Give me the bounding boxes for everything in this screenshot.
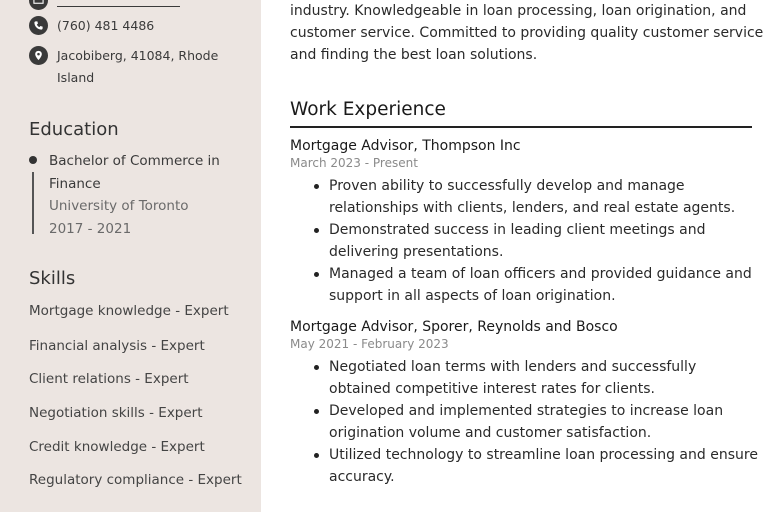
sidebar [0, 0, 261, 512]
education-timeline-line [32, 172, 34, 234]
job-title: Mortgage Advisor, Thompson Inc [290, 138, 521, 154]
job-dates: March 2023 - Present [290, 156, 418, 170]
section-divider [290, 126, 752, 128]
summary-text: industry. Knowledgeable in loan processing, loan origination, and customer service. Committed to providing quality customer service and finding the best loan solutions. [290, 3, 764, 63]
work-experience-heading: Work Experience [290, 99, 446, 120]
job-bullets [290, 175, 760, 307]
contact-phone: (760) 481 4486 [57, 18, 155, 33]
education-heading: Education [29, 119, 119, 140]
skill-item: Financial analysis - Expert [29, 338, 205, 354]
education-degree: Bachelor of Commerce in Finance [49, 153, 220, 192]
job-bullet: Proven ability to successfully develop and manage relationships with clients, lenders, and real estate agents. [290, 175, 760, 219]
contact-address-row [29, 46, 237, 89]
job-bullet: Managed a team of loan officers and provided guidance and support in all aspects of loan origination. [290, 263, 760, 307]
skill-item: Mortgage knowledge - Expert [29, 303, 229, 319]
education-entry [49, 150, 249, 240]
skill-item: Credit knowledge - Expert [29, 439, 205, 455]
skills-heading: Skills [29, 268, 76, 289]
job-bullet: Negotiated loan terms with lenders and successfully obtained competitive interest rates for clients. [290, 356, 760, 400]
education-school: University of Toronto [49, 198, 189, 214]
skill-item: Client relations - Expert [29, 371, 189, 387]
job-bullet: Utilized technology to streamline loan processing and ensure accuracy. [290, 444, 760, 488]
phone-icon [29, 16, 48, 35]
skill-item: Regulatory compliance - Expert [29, 472, 242, 488]
contact-address: Jacobiberg, 41084, Rhode Island [57, 48, 219, 85]
education-bullet [29, 156, 37, 164]
job-bullet: Demonstrated success in leading client meetings and delivering presentations. [290, 219, 760, 263]
job-bullets [290, 356, 760, 488]
job-bullet: Developed and implemented strategies to increase loan origination volume and customer satisfaction. [290, 400, 760, 444]
location-pin-icon [29, 46, 48, 65]
contact-phone-row [29, 16, 237, 37]
skill-item: Negotiation skills - Expert [29, 405, 203, 421]
email-icon [29, 0, 48, 10]
job-title: Mortgage Advisor, Sporer, Reynolds and Bosco [290, 319, 618, 335]
job-dates: May 2021 - February 2023 [290, 337, 449, 351]
main-content [261, 0, 781, 512]
education-years: 2017 - 2021 [49, 220, 132, 237]
